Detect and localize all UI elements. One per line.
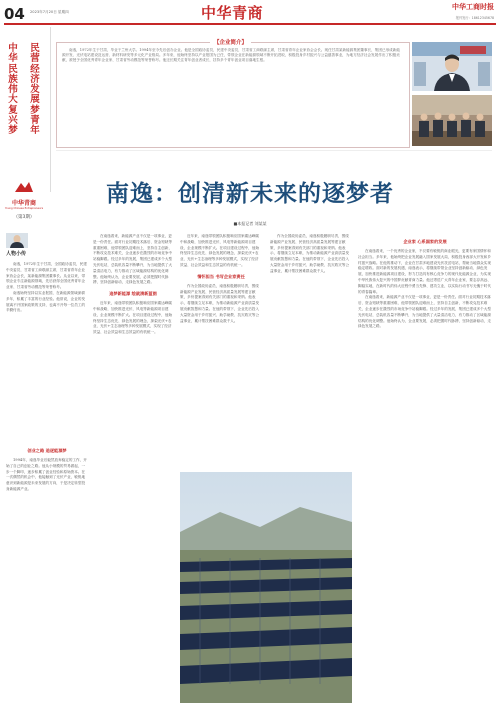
subheading: 追梦新能源 绘就清新蓝图	[109, 291, 157, 297]
vertical-title-col2	[24, 44, 46, 137]
column5-text-cont: 在南逸看来，新能源产业不仅是一项事业，更是一份责任。面对行业初期技术落后、资金短缺等重重困难，他带领团队迎难而上，坚持自主创新，不断攻克技术难关，企业逐步在激烈的市场竞争中站稳脚跟。经过多年的发展，集团已建成多个大型光伏电站，总装机容量不断攀升，为当地提供了大量清洁电力，有力推动了区域能源结构的优化调整。他始终认为，企业要发展，必须把握时代脉搏，坚持创新驱动，走绿色发展之路。	[358, 295, 491, 329]
column3	[180, 234, 262, 464]
vertical-title-char: 经	[30, 63, 40, 75]
profile-text: 南逸，1972年生于甘肃，全国政协委员，民建中央委员，甘肃省工商联副主席，甘肃省青年企业家协会会长，某新能源集团董事长。从业以来，带领企业专注新能源领域，先后获得全国优秀青年企业家、甘肃省劳动模范等荣誉称号。	[6, 262, 87, 290]
vertical-title-char: 梦	[30, 104, 40, 116]
header-rule	[4, 23, 496, 25]
subheading: 情怀担当 书写企业家责任	[197, 273, 245, 279]
column3-text: 近年来，南逸带领团队积极响应国家碳达峰碳中和战略，加快推进光伏、风电等新能源项目建设，企业规模不断扩大。在项目建设过程中，他始终坚持生态优先、绿色发展的理念，探索光伏+农业、光伏+生态治理等多种发展模式，实现了经济效益、社会效益和生态效益的有机统一。	[180, 234, 260, 267]
column1b-text: 1994年，南逸毕业后毅然放弃稳定的工作，开始了自己的创业之路。他从小规模的贸易做起，一步一个脚印，逐步积累了创业经验和原始资本。在一次偶然的机会中，他接触到了光伏产业，敏锐地意识到新能源是未来发展的方向，于是决定转型投身新能源产业。	[6, 458, 87, 491]
headshot-photo	[6, 233, 28, 248]
vertical-title-char: 营	[30, 53, 40, 65]
feature-text: 南逸，1972年生于甘肃，毕业于兰州大学。1994年至今先后创办企业。他是全国政协委员，民建中央委员，甘肃省工商联副主席，甘肃省青年企业家协会会长。现任甘肃某新能源集团董事长，集团已形成新能源开发、光伏电站建设及运营、新材料研发等多元化产业格局。多年来，他始终坚持以产业报国为己任，带领企业在新能源领域不断开拓进取，积极投身乡村振兴与公益慈善事业，为地方经济社会发展作出了积极贡献，被授予全国优秀青年企业家、甘肃省劳动模范等荣誉称号。他还长期关注青年创业者成长，扶持多个青年创业项目落地生根。	[62, 48, 400, 63]
vertical-title-char: 济	[30, 73, 40, 85]
group-photo	[412, 95, 492, 146]
vertical-title-char: 大	[8, 94, 18, 106]
column5	[358, 234, 492, 704]
vertical-title-char: 展	[30, 94, 40, 106]
article-headline: 南逸：创清新未来的逐梦者	[106, 181, 394, 207]
masthead-logo: 中华青商	[201, 4, 264, 22]
issue-number: （第3期）	[13, 215, 35, 220]
subheading: 创业之路 追逐能源梦	[27, 448, 67, 453]
vertical-title-char: 年	[30, 125, 40, 137]
column5-text: 在南逸看来，一个优秀的企业家，不仅要有敏锐的商业眼光，更要有家国情怀和社会担当。多年来，他始终把企业发展融入国家发展大局，积极投身西部大开发和乡村振兴战略。在他的推动下，企业在甘肃多地建设光伏扶贫电站，帮助当地群众实现稳定增收。面对新的发展机遇，南逸表示，将继续带领企业坚持创新驱动、绿色发展，加快推进新能源项目建设，努力打造具有核心竞争力的现代化能源企业，为实现中华民族伟大复兴的中国梦贡献青商力量。他还寄语广大青年企业家，要志存高远、脚踏实地，在新时代的伟大征程中勇当先锋、建功立业，以实际行动书写无愧于时代的青春篇章。	[358, 249, 491, 294]
article-byline: ■本报记者 刘某某	[233, 221, 267, 226]
profile-label: 人物小传	[6, 251, 27, 257]
brand-logo: 中华青商	[11, 200, 36, 207]
feature-title: 【企业简介】	[210, 38, 251, 46]
contact-line: 报刊发行：18612345678	[455, 16, 494, 20]
page-number: 04	[4, 5, 25, 23]
brand-subtitle: Young Chinese Entrepreneurs	[4, 207, 44, 210]
vertical-title-char: 青	[30, 115, 40, 127]
vertical-title-char: 中	[8, 43, 18, 54]
column1-text: 南逸始终坚持以实业报国，在新能源领域深耕多年，积累了丰富的行业经验。他常说，企业的发展离不开国家政策的支持，也离不开每一位员工的辛勤付出。	[6, 290, 86, 313]
column4-text: 作为全国政协委员，南逸积极履职尽责，围绕新能源产业发展、民营经济高质量发展等建言献策，多份提案得到有关部门的重视和采纳。他表示，将继续立足本职，为推动新能源产业高质量发展贡献智慧和力量。在他的带领下，企业先后投入大量资金用于乡村振兴、助学助教、抗灾救灾等公益事业，累计帮扶困难群众数千人。	[270, 234, 350, 273]
vertical-title-col1	[2, 44, 24, 137]
column2	[93, 234, 173, 704]
vertical-title-char: 民	[8, 63, 18, 75]
section-divider	[56, 150, 492, 151]
column4	[270, 234, 352, 464]
vertical-title-char: 华	[8, 53, 18, 65]
column2-text-cont: 近年来，南逸带领团队积极响应国家碳达峰碳中和战略，加快推进光伏、风电等新能源项目建设，企业规模不断扩大。在项目建设过程中，他始终坚持生态优先、绿色发展的理念，探索光伏+农业、光伏+生态治理等多种发展模式，实现了经济效益、社会效益和生态效益的有机统一。	[93, 301, 173, 335]
date-line: 2023年7月20日 星期四	[30, 10, 69, 14]
solar-farm-photo	[180, 472, 352, 703]
header-right	[452, 2, 494, 20]
portrait-photo	[412, 42, 492, 91]
vertical-title-char: 兴	[8, 115, 18, 127]
vertical-title-char: 伟	[8, 84, 18, 96]
column2-text: 在南逸看来，新能源产业不仅是一项事业，更是一份责任。面对行业初期技术落后、资金短缺等重重困难，他带领团队迎难而上，坚持自主创新，不断攻克技术难关，企业逐步在激烈的市场竞争中站稳脚跟。经过多年的发展，集团已建成多个大型光伏电站，总装机容量不断攀升，为当地提供了大量清洁电力，有力推动了区域能源结构的优化调整。他始终认为，企业要发展，必须把握时代脉搏，坚持创新驱动，走绿色发展之路。	[93, 234, 173, 285]
vertical-title-char: 民	[30, 43, 40, 54]
vertical-title-char: 发	[30, 84, 40, 96]
profile-column	[6, 262, 88, 438]
divider	[50, 27, 51, 192]
section-name: 中华工商时报	[452, 3, 494, 11]
vertical-title-char: 复	[8, 104, 18, 116]
subheading: 企业家 心系国家的发展	[403, 239, 447, 244]
vertical-title-char: 族	[8, 73, 18, 85]
vertical-title-char: 梦	[8, 125, 18, 137]
column3-text-cont: 作为全国政协委员，南逸积极履职尽责，围绕新能源产业发展、民营经济高质量发展等建言献策，多份提案得到有关部门的重视和采纳。他表示，将继续立足本职，为推动新能源产业高质量发展贡献智慧和力量。在他的带领下，企业先后投入大量资金用于乡村振兴、助学助教、抗灾救灾等公益事业，累计帮扶困难群众数千人。	[180, 283, 260, 323]
column1-lower	[6, 443, 88, 703]
